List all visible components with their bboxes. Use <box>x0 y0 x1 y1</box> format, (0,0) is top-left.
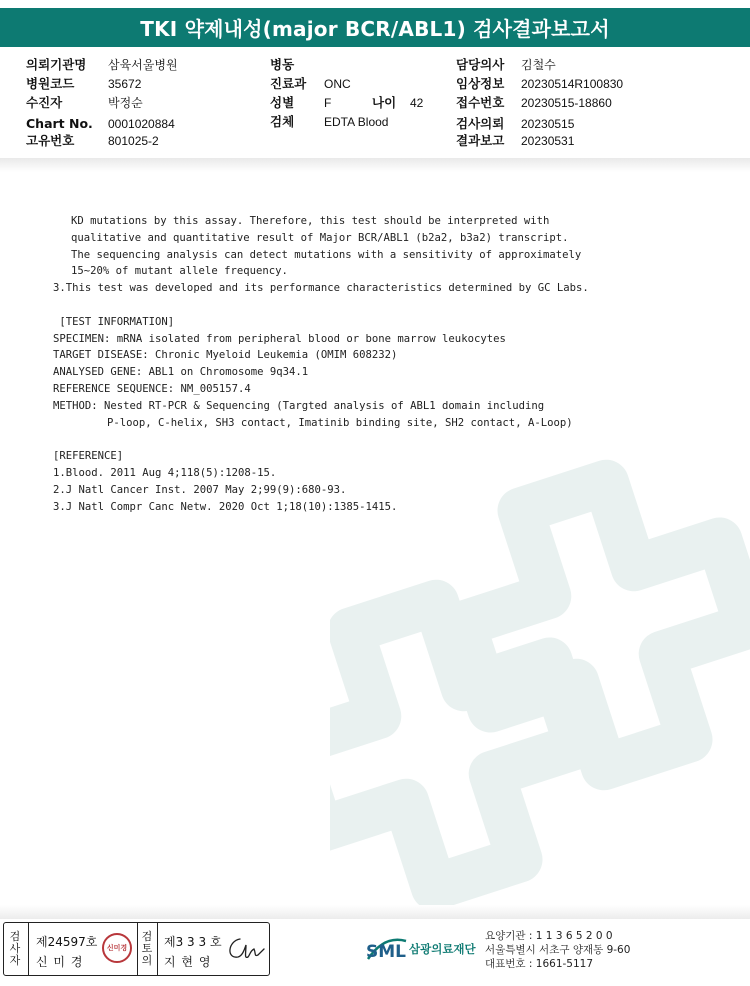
header-divider-shadow <box>0 158 750 172</box>
field-label: 검체 <box>270 114 295 129</box>
body-line: TARGET DISEASE: Chronic Myeloid Leukemia (OMIM 608232) <box>53 349 398 362</box>
org-phone: 대표번호 : 1661-5117 <box>485 958 594 970</box>
field-value: 삼육서울병원 <box>108 58 178 72</box>
field-label: 진료과 <box>270 76 307 91</box>
org-address: 서울특별시 서초구 양재동 9-60 <box>485 944 631 956</box>
tester-seal-stamp <box>102 933 132 963</box>
field-value: 박정순 <box>108 96 143 110</box>
body-line: The sequencing analysis can detect mutations with a sensitivity of approximately <box>71 248 582 261</box>
field-value: 20230531 <box>521 134 575 148</box>
field-label: 병동 <box>270 57 295 72</box>
field-value: 20230515 <box>521 117 575 131</box>
inspector-name: 지 현 영 <box>164 955 212 969</box>
report-title: TKI 약제내성(major BCR/ABL1) 검사결과보고서 <box>140 17 610 41</box>
tester-vertical-label: 검사자 <box>9 930 21 967</box>
seal-text: 신미경 <box>106 944 128 952</box>
field-value: 35672 <box>108 77 142 91</box>
signature-divider <box>137 923 138 975</box>
field-label: 고유번호 <box>26 133 75 148</box>
organization-info <box>485 929 630 971</box>
body-line: 3.This test was developed and its performance characteristics determined by GC Labs. <box>53 282 589 295</box>
body-line: P-loop, C-helix, SH3 contact, Imatinib binding site, SH2 contact, A-Loop) <box>107 416 573 429</box>
signature-divider <box>157 923 158 975</box>
field-value: ONC <box>324 77 351 91</box>
field-label: 의뢰기관명 <box>26 57 87 72</box>
body-line: ANALYSED GENE: ABL1 on Chromosome 9q34.1 <box>53 366 309 379</box>
body-line: 15~20% of mutant allele frequency. <box>71 265 288 278</box>
org-code: 요양기관 : 1 1 3 6 5 2 0 0 <box>485 930 613 942</box>
inspector-signature <box>224 933 266 965</box>
body-line: SPECIMEN: mRNA isolated from peripheral blood or bone marrow leukocytes <box>53 332 506 345</box>
body-line: [REFERENCE] <box>53 450 124 463</box>
body-line: 3.J Natl Compr Canc Netw. 2020 Oct 1;18(10):1385-1415. <box>53 500 398 513</box>
field-label: Chart No. <box>26 116 93 131</box>
field-label: 수진자 <box>26 95 63 110</box>
tester-license: 제24597호 <box>36 935 98 949</box>
field-value: 20230514R100830 <box>521 77 624 91</box>
field-value: 801025-2 <box>108 134 159 148</box>
report-title-bar <box>0 8 750 47</box>
field-label: 접수번호 <box>456 95 505 110</box>
field-label: 결과보고 <box>456 133 505 148</box>
body-line: 1.Blood. 2011 Aug 4;118(5):1208-15. <box>53 467 277 479</box>
org-name: 삼광의료재단 <box>409 942 476 956</box>
field-label: 검사의뢰 <box>456 116 505 131</box>
field-label: 병원코드 <box>26 76 75 91</box>
field-label: 나이 <box>372 95 397 110</box>
field-value: 0001020884 <box>108 117 175 131</box>
footer-divider-shadow <box>0 905 750 919</box>
tester-name: 신 미 경 <box>36 955 84 969</box>
inspector-vertical-label: 검토의 <box>141 930 153 967</box>
field-label: 담당의사 <box>456 57 505 72</box>
field-value: EDTA Blood <box>324 115 389 129</box>
field-value: 김철수 <box>521 58 556 72</box>
field-value: 20230515-18860 <box>521 96 612 110</box>
patient-info-header <box>0 47 750 152</box>
logo-text: SML <box>366 942 406 962</box>
signature-divider <box>28 923 29 975</box>
field-value: F <box>324 96 332 110</box>
signature-box <box>3 922 270 976</box>
body-line: qualitative and quantitative result of Major BCR/ABL1 (b2a2, b3a2) transcript. <box>71 231 569 244</box>
body-line: METHOD: Nested RT-PCR & Sequencing (Targted analysis of ABL1 domain including <box>53 399 545 412</box>
body-line: 2.J Natl Cancer Inst. 2007 May 2;99(9):680-93. <box>53 483 347 496</box>
inspector-license: 제3 3 3 호 <box>164 935 222 949</box>
body-line: KD mutations by this assay. Therefore, this test should be interpreted with <box>71 215 550 227</box>
field-value: 42 <box>410 96 424 110</box>
field-label: 임상정보 <box>456 76 505 91</box>
body-line: [TEST INFORMATION] <box>53 315 175 328</box>
body-line: REFERENCE SEQUENCE: NM_005157.4 <box>53 383 251 395</box>
field-label: 성별 <box>270 95 295 110</box>
